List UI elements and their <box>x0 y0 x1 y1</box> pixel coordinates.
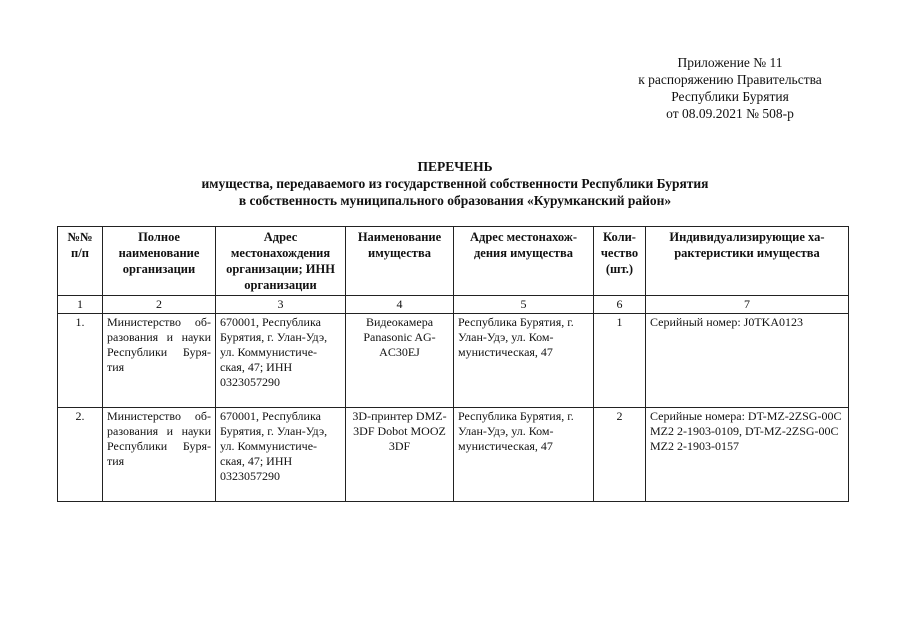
header-num: №№ п/п <box>58 227 103 296</box>
column-number: 5 <box>454 296 594 314</box>
title-subheading: имущества, передаваемого из государственной собственности Республики Бурятия <box>201 176 709 191</box>
header-org-address: Адрес местонахождения организации; ИНН организации <box>216 227 346 296</box>
document-title <box>60 158 850 209</box>
title-heading: ПЕРЕЧЕНЬ <box>417 159 493 174</box>
column-number: 4 <box>346 296 454 314</box>
row-characteristics: Серийные номера: DT-MZ-2ZSG-00C MZ2 2-1903-0109, DT-MZ-2ZSG-00C MZ2 2-1903-0157 <box>646 408 849 502</box>
header-characteristics: Индивидуализирующие ха-рактеристики имущества <box>646 227 849 296</box>
header-org: Полное наименование организации <box>103 227 216 296</box>
row-quantity: 1 <box>594 314 646 408</box>
column-number-row <box>58 296 849 314</box>
header-item-address: Адрес местонахож-дения имущества <box>454 227 594 296</box>
row-item-address: Республика Бурятия, г. Улан-Удэ, ул. Ком-мунистическая, 47 <box>454 314 594 408</box>
title-recipient: в собственность муниципального образования «Курумканский район» <box>238 193 672 208</box>
row-org-address: 670001, Республика Бурятия, г. Улан-Удэ, ул. Коммунистиче-ская, 47; ИНН 0323057290 <box>216 408 346 502</box>
header-quantity: Коли-чество (шт.) <box>594 227 646 296</box>
column-number: 2 <box>103 296 216 314</box>
row-quantity: 2 <box>594 408 646 502</box>
row-item-name: Видеокамера Panasonic AG-AC30EJ <box>346 314 454 408</box>
header-item-name: Наименование имущества <box>346 227 454 296</box>
annex-republic: Республики Бурятия <box>671 89 789 104</box>
column-number: 7 <box>646 296 849 314</box>
annex-block <box>600 54 860 122</box>
table-row <box>58 408 849 502</box>
column-number: 3 <box>216 296 346 314</box>
annex-reference: к распоряжению Правительства <box>638 72 822 87</box>
row-org: Министерство об-разования и науки Республики Буря-тия <box>103 314 216 408</box>
row-num: 2. <box>58 408 103 502</box>
annex-date: от 08.09.2021 № 508-р <box>666 106 794 121</box>
row-item-name: 3D-принтер DMZ-3DF Dobot MOOZ 3DF <box>346 408 454 502</box>
property-table <box>57 226 849 502</box>
row-org: Министерство об-разования и науки Республики Буря-тия <box>103 408 216 502</box>
annex-number: Приложение № 11 <box>677 55 783 70</box>
row-org-address: 670001, Республика Бурятия, г. Улан-Удэ, ул. Коммунистиче-ская, 47; ИНН 0323057290 <box>216 314 346 408</box>
row-item-address: Республика Бурятия, г. Улан-Удэ, ул. Ком-мунистическая, 47 <box>454 408 594 502</box>
column-number: 6 <box>594 296 646 314</box>
table-header-row <box>58 227 849 296</box>
row-characteristics: Серийный номер: J0TKA0123 <box>646 314 849 408</box>
column-number: 1 <box>58 296 103 314</box>
row-num: 1. <box>58 314 103 408</box>
table-row <box>58 314 849 408</box>
